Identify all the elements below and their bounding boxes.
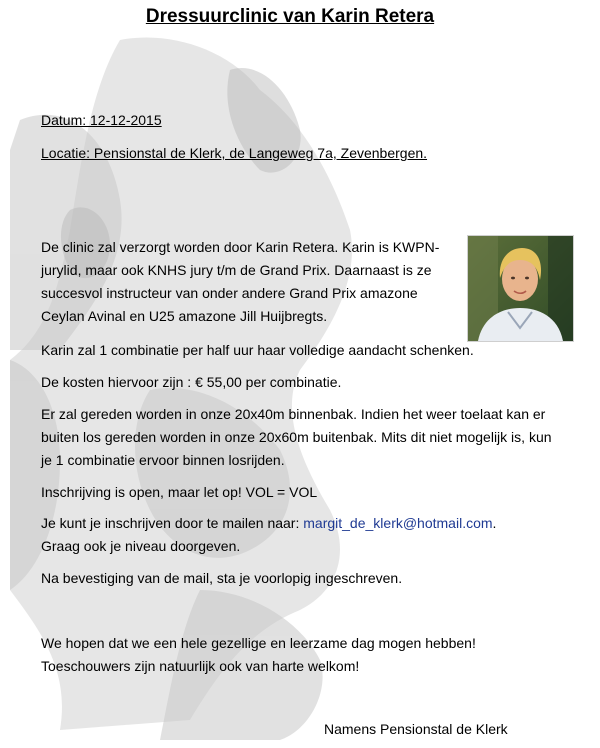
kosten-line: De kosten hiervoor zijn : € 55,00 per combinatie. [41, 374, 342, 390]
inschrijving-line: Inschrijving is open, maar let op! VOL = VOL [41, 484, 318, 500]
toeschouwers-line: Toeschouwers zijn natuurlijk ook van harte welkom! [41, 658, 360, 674]
email-link[interactable]: margit_de_klerk@hotmail.com [303, 515, 493, 531]
locatie-line: Locatie: Pensionstal de Klerk, de Langeweg 7a, Zevenbergen. [41, 145, 428, 161]
page-title: Dressuurclinic van Karin Retera [145, 6, 435, 27]
bak-paragraph: Er zal gereden worden in onze 20x40m binnenbak. Indien het weer toelaat kan er buiten los gereden worden in onze 20x60m buitenbak. Mits dit niet mogelijk is, kun je 1 combinatie ervoor binnen losrijden. [41, 406, 552, 468]
mail-line [41, 512, 496, 534]
bevestiging-line: Na bevestiging van de mail, sta je voorlopig ingeschreven. [41, 570, 403, 586]
karin-retera-photo [467, 235, 574, 342]
datum-line: Datum: 12-12-2015 [41, 112, 162, 128]
mail-suffix: . [492, 515, 497, 531]
aandacht-line: Karin zal 1 combinatie per half uur haar volledige aandacht schenken. [41, 342, 474, 358]
mail-prefix: Je kunt je inschrijven door te mailen naar: [41, 515, 304, 531]
signature: Namens Pensionstal de Klerk [324, 721, 508, 737]
niveau-line: Graag ook je niveau doorgeven. [41, 538, 241, 554]
hopen-line: We hopen dat we een hele gezellige en leerzame dag mogen hebben! [41, 635, 476, 651]
intro-paragraph: De clinic zal verzorgt worden door Karin Retera. Karin is KWPN-jurylid, maar ook KNHS jury t/m de Grand Prix. Daarnaast is ze succesvol instructeur van onder andere Grand Prix amazone Ceylan Avinal en U25 amazone Jill Huijbregts. [41, 239, 440, 324]
